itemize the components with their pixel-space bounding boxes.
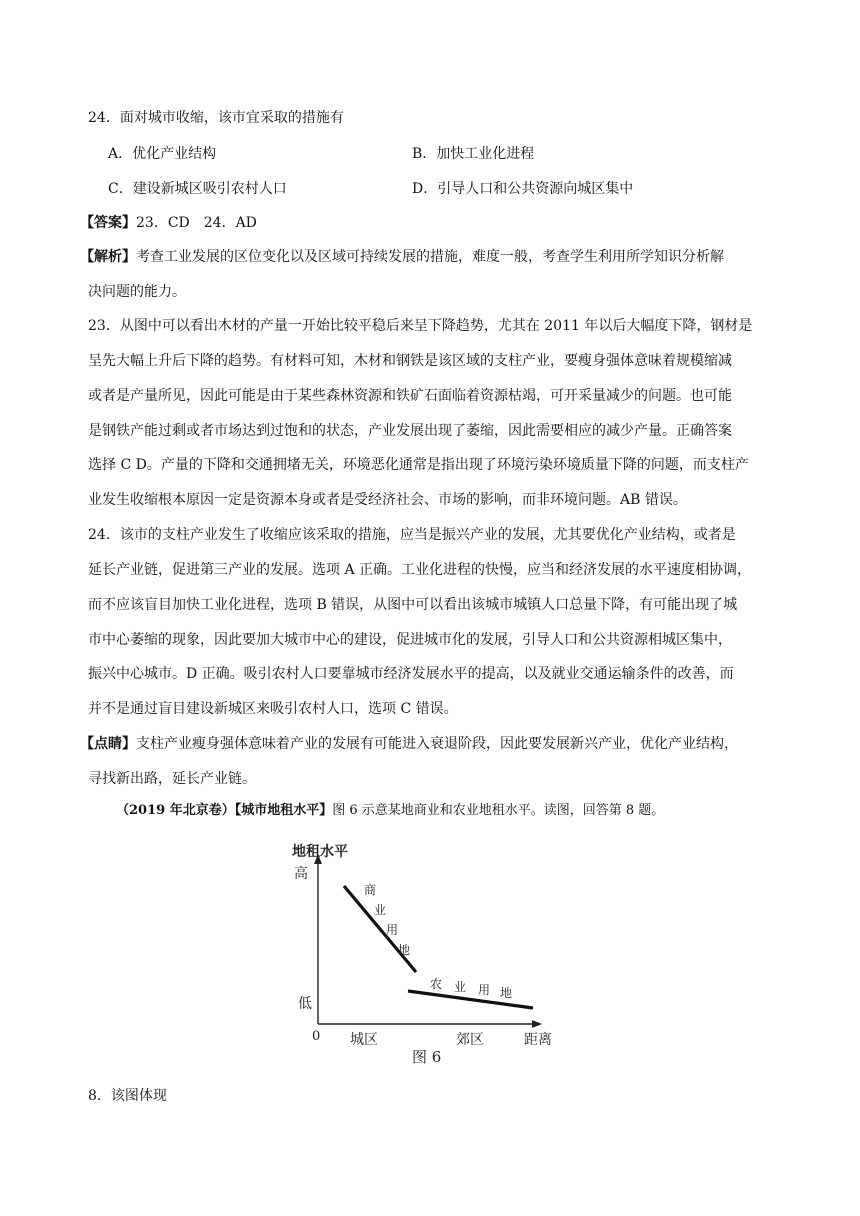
q24-option-b: B．加快工业化进程 [412,146,535,162]
y-low-label: 低 [298,996,312,1012]
commercial-char-3: 用 [386,923,399,937]
agri-char-1: 农 [430,977,443,991]
q24-option-c: C．建设新城区吸引农村人口 [108,181,287,197]
exp23-line-1: 23．从图中可以看出木材的产量一开始比较平稳后来呈下降趋势，尤其在 2011 年以后大幅度下降，钢材是 [88,318,753,334]
tip-text-1: 支柱产业瘦身强体意味着产业的发展有可能进入衰退阶段，因此要发展新兴产业，优化产业结构， [136,736,738,752]
y-high-label: 高 [294,866,308,882]
exp24-line-3: 而不应该盲目加快工业化进程，选项 B 错误，从图中可以看出该城市城镇人口总量下降，有可能出现了城 [88,597,738,613]
analysis-text-1: 考查工业发展的区位变化以及区域可持续发展的措施，难度一般，考查学生利用所学知识分析解 [136,249,724,265]
analysis-line-2: 决问题的能力。 [88,284,186,300]
commercial-char-1: 商 [364,883,377,897]
intro-topic: 【城市地租水平】 [234,803,333,818]
question-24-stem: 24．面对城市收缩，该市宜采取的措施有 [88,110,344,126]
rent-diagram [288,838,572,1068]
agri-char-4: 地 [500,986,513,1000]
x-label-suburb: 郊区 [456,1032,484,1048]
commercial-char-2: 业 [374,903,387,917]
q24-option-d: D．引导人口和公共资源向城区集中 [412,181,634,197]
tip-line-2: 寻找新出路，延长产业链。 [88,771,256,787]
agri-char-3: 用 [478,983,491,997]
commercial-rent-line [344,886,416,972]
origin-label: 0 [312,1029,321,1044]
answer-text: 23．CD 24．AD [136,215,257,231]
exp23-line-4: 是钢铁产能过剩或者市场达到过饱和的状态，产业发展出现了萎缩，因此需要相应的减少产量。正确答案 [88,423,732,439]
analysis-line-1 [80,247,770,267]
exp23-line-2: 呈先大幅上升后下降的趋势。有材料可知，木材和钢铁是该区域的支柱产业，要瘦身强体意味着规模缩减 [88,353,732,369]
question-8-stem: 8．该图体现 [88,1088,167,1104]
agri-char-2: 业 [454,980,467,994]
answer-tag: 【答案】 [80,215,136,231]
exp23-line-3: 或者是产量所见，因此可能是由于某些森林资源和铁矿石面临着资源枯竭，可开采量减少的问题。也可能 [88,388,732,404]
figure-6 [288,838,572,1068]
exp24-line-2: 延长产业链，促进第三产业的发展。选项 A 正确。工业化进程的快慢，应当和经济发展的水平速度相协调， [88,562,752,578]
exp23-line-6: 业发生收缩根本原因一定是资源本身或者是受经济社会、市场的影响，而非环境问题。AB 错误。 [88,492,687,508]
x-axis-arrow [532,1020,542,1028]
figure-caption: 图 6 [412,1048,442,1066]
exp24-line-5: 振兴中心城市。D 正确。吸引农村人口要靠城市经济发展水平的提高，以及就业交通运输条件的改善，而 [88,666,734,682]
commercial-char-4: 地 [398,943,411,957]
tip-tag: 【点睛】 [80,736,136,752]
intro-source: （2019 年北京卷） [116,803,235,818]
agricultural-rent-line [408,991,533,1008]
analysis-tag: 【解析】 [80,249,136,265]
y-axis-title: 地租水平 [292,844,348,860]
x-label-distance: 距离 [524,1032,552,1048]
question-8-intro [116,801,806,821]
exp24-line-1: 24．该市的支柱产业发生了收缩应该采取的措施，应当是振兴产业的发展，尤其要优化产业结构，或者是 [88,527,736,543]
x-label-city: 城区 [350,1032,378,1048]
answer-line [80,213,770,233]
exp23-line-5: 选择 C D。产量的下降和交通拥堵无关，环境恶化通常是指出现了环境污染环境质量下降的问题，而支柱产 [88,457,749,473]
exp24-line-4: 市中心萎缩的现象，因此要加大城市中心的建设，促进城市化的发展，引导人口和公共资源相城区集中， [88,632,732,648]
tip-line-1 [80,734,770,754]
intro-text: 图 6 示意某地商业和农业地租水平。读图，回答第 8 题。 [332,803,665,818]
exp24-line-6: 并不是通过盲目建设新城区来吸引农村人口，选项 C 错误。 [88,701,458,717]
q24-option-a: A．优化产业结构 [108,146,217,162]
